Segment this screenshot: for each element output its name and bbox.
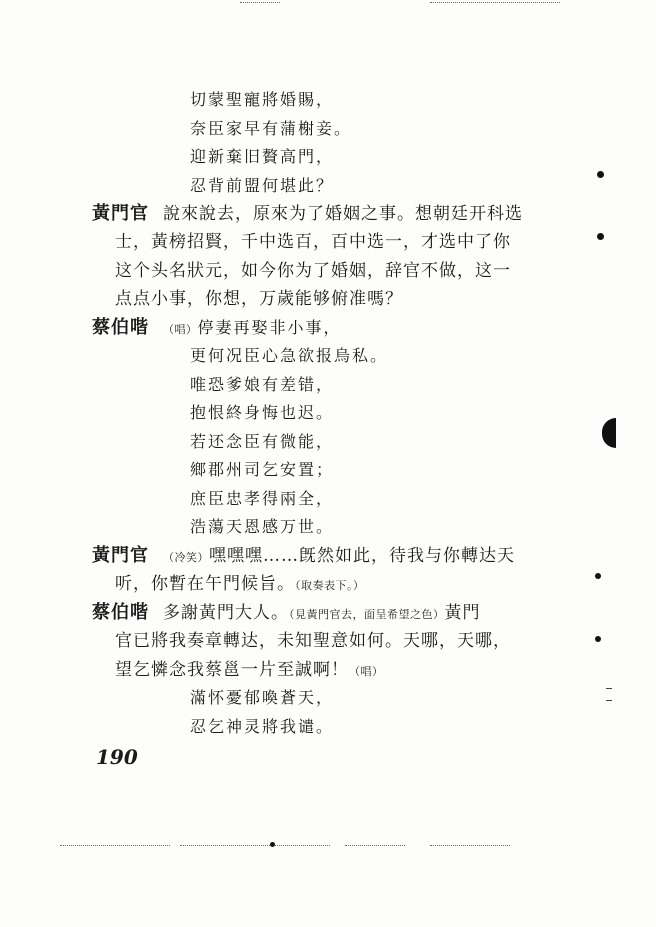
scan-mark — [606, 688, 612, 689]
dialogue-text: 听，你暫在午門候旨。 — [115, 574, 295, 594]
verse-line: 迎新棄旧贅高門， — [190, 147, 335, 166]
verse-line: 若还念臣有微能， — [190, 432, 335, 451]
speech-line: 官已將我奏章轉达，未知聖意如何。天哪，天哪， — [115, 631, 511, 651]
scan-artifact — [430, 2, 560, 4]
speech-line: 这个头名狀元，如今你为了婚姻，辞官不做，这一 — [115, 261, 511, 281]
speech-line — [92, 317, 342, 341]
speech-line — [115, 573, 365, 597]
dialogue-text: 黃門 — [444, 603, 481, 623]
scan-mark — [606, 700, 612, 701]
verse-line: 浩蕩天恩感万世。 — [190, 517, 335, 536]
binding-hole-mark — [597, 233, 604, 240]
speaker-name: 蔡伯喈 — [92, 317, 149, 338]
verse-line: 滿怀憂郁喚蒼天， — [190, 688, 335, 707]
speaker-name: 黃門官 — [92, 203, 149, 224]
verse-line: 奈臣家早有蒲榭妾。 — [190, 119, 353, 138]
dialogue-text: 多謝黃門大人。 — [163, 603, 289, 623]
stage-direction: （唱） — [163, 323, 198, 336]
stage-direction: （唱） — [349, 665, 384, 678]
scan-artifact — [180, 845, 330, 847]
verse-line: 庶臣忠孝得兩全， — [190, 489, 335, 508]
binding-hole-mark — [602, 418, 616, 448]
scan-artifact — [240, 2, 280, 4]
speaker-name: 蔡伯喈 — [92, 602, 149, 623]
verse-line: 忍背前盟何堪此？ — [190, 176, 335, 195]
verse-line: 唯恐爹娘有差错， — [190, 375, 335, 394]
speech-line: 点点小事，你想，万歲能够俯准嗎？ — [115, 289, 403, 309]
binding-hole-mark — [597, 171, 604, 178]
verse-line: 鄉郡州司乞安置； — [190, 460, 335, 479]
scan-artifact — [345, 845, 405, 847]
verse-line: 忍乞神灵將我谴。 — [190, 717, 335, 736]
stage-direction: （冷笑） — [163, 551, 209, 564]
speaker-name: 黃門官 — [92, 545, 149, 566]
verse-line: 更何况臣心急欲报烏私。 — [190, 346, 389, 365]
scan-artifact — [60, 845, 170, 847]
verse-text: 停妻再娶非小事， — [197, 318, 342, 337]
scan-speck — [270, 842, 275, 847]
dialogue-text: 嘿嘿嘿……旣然如此，待我与你轉达天 — [209, 546, 515, 566]
speech-line — [92, 203, 523, 225]
page-number: 190 — [96, 745, 138, 769]
verse-line: 切蒙聖寵將婚賜， — [190, 90, 335, 109]
speech-line — [92, 602, 481, 626]
stage-direction: （見黃門官去，面呈希望之色） — [289, 608, 445, 621]
speech-line — [115, 659, 384, 683]
verse-line: 抱恨終身悔也迟。 — [190, 403, 335, 422]
binding-hole-mark — [595, 636, 601, 642]
scan-artifact — [430, 845, 510, 847]
dialogue-text: 望乞憐念我蔡邕一片至誠啊！ — [115, 660, 349, 680]
binding-hole-mark — [595, 573, 601, 579]
dialogue-text: 說來說去，原來为了婚姻之事。想朝廷开科选 — [163, 204, 523, 224]
speech-line — [92, 545, 515, 569]
speech-line: 士，黃榜招賢，千中选百，百中选一，才选中了你 — [115, 232, 511, 252]
stage-direction: （取奏表下。） — [295, 579, 365, 592]
